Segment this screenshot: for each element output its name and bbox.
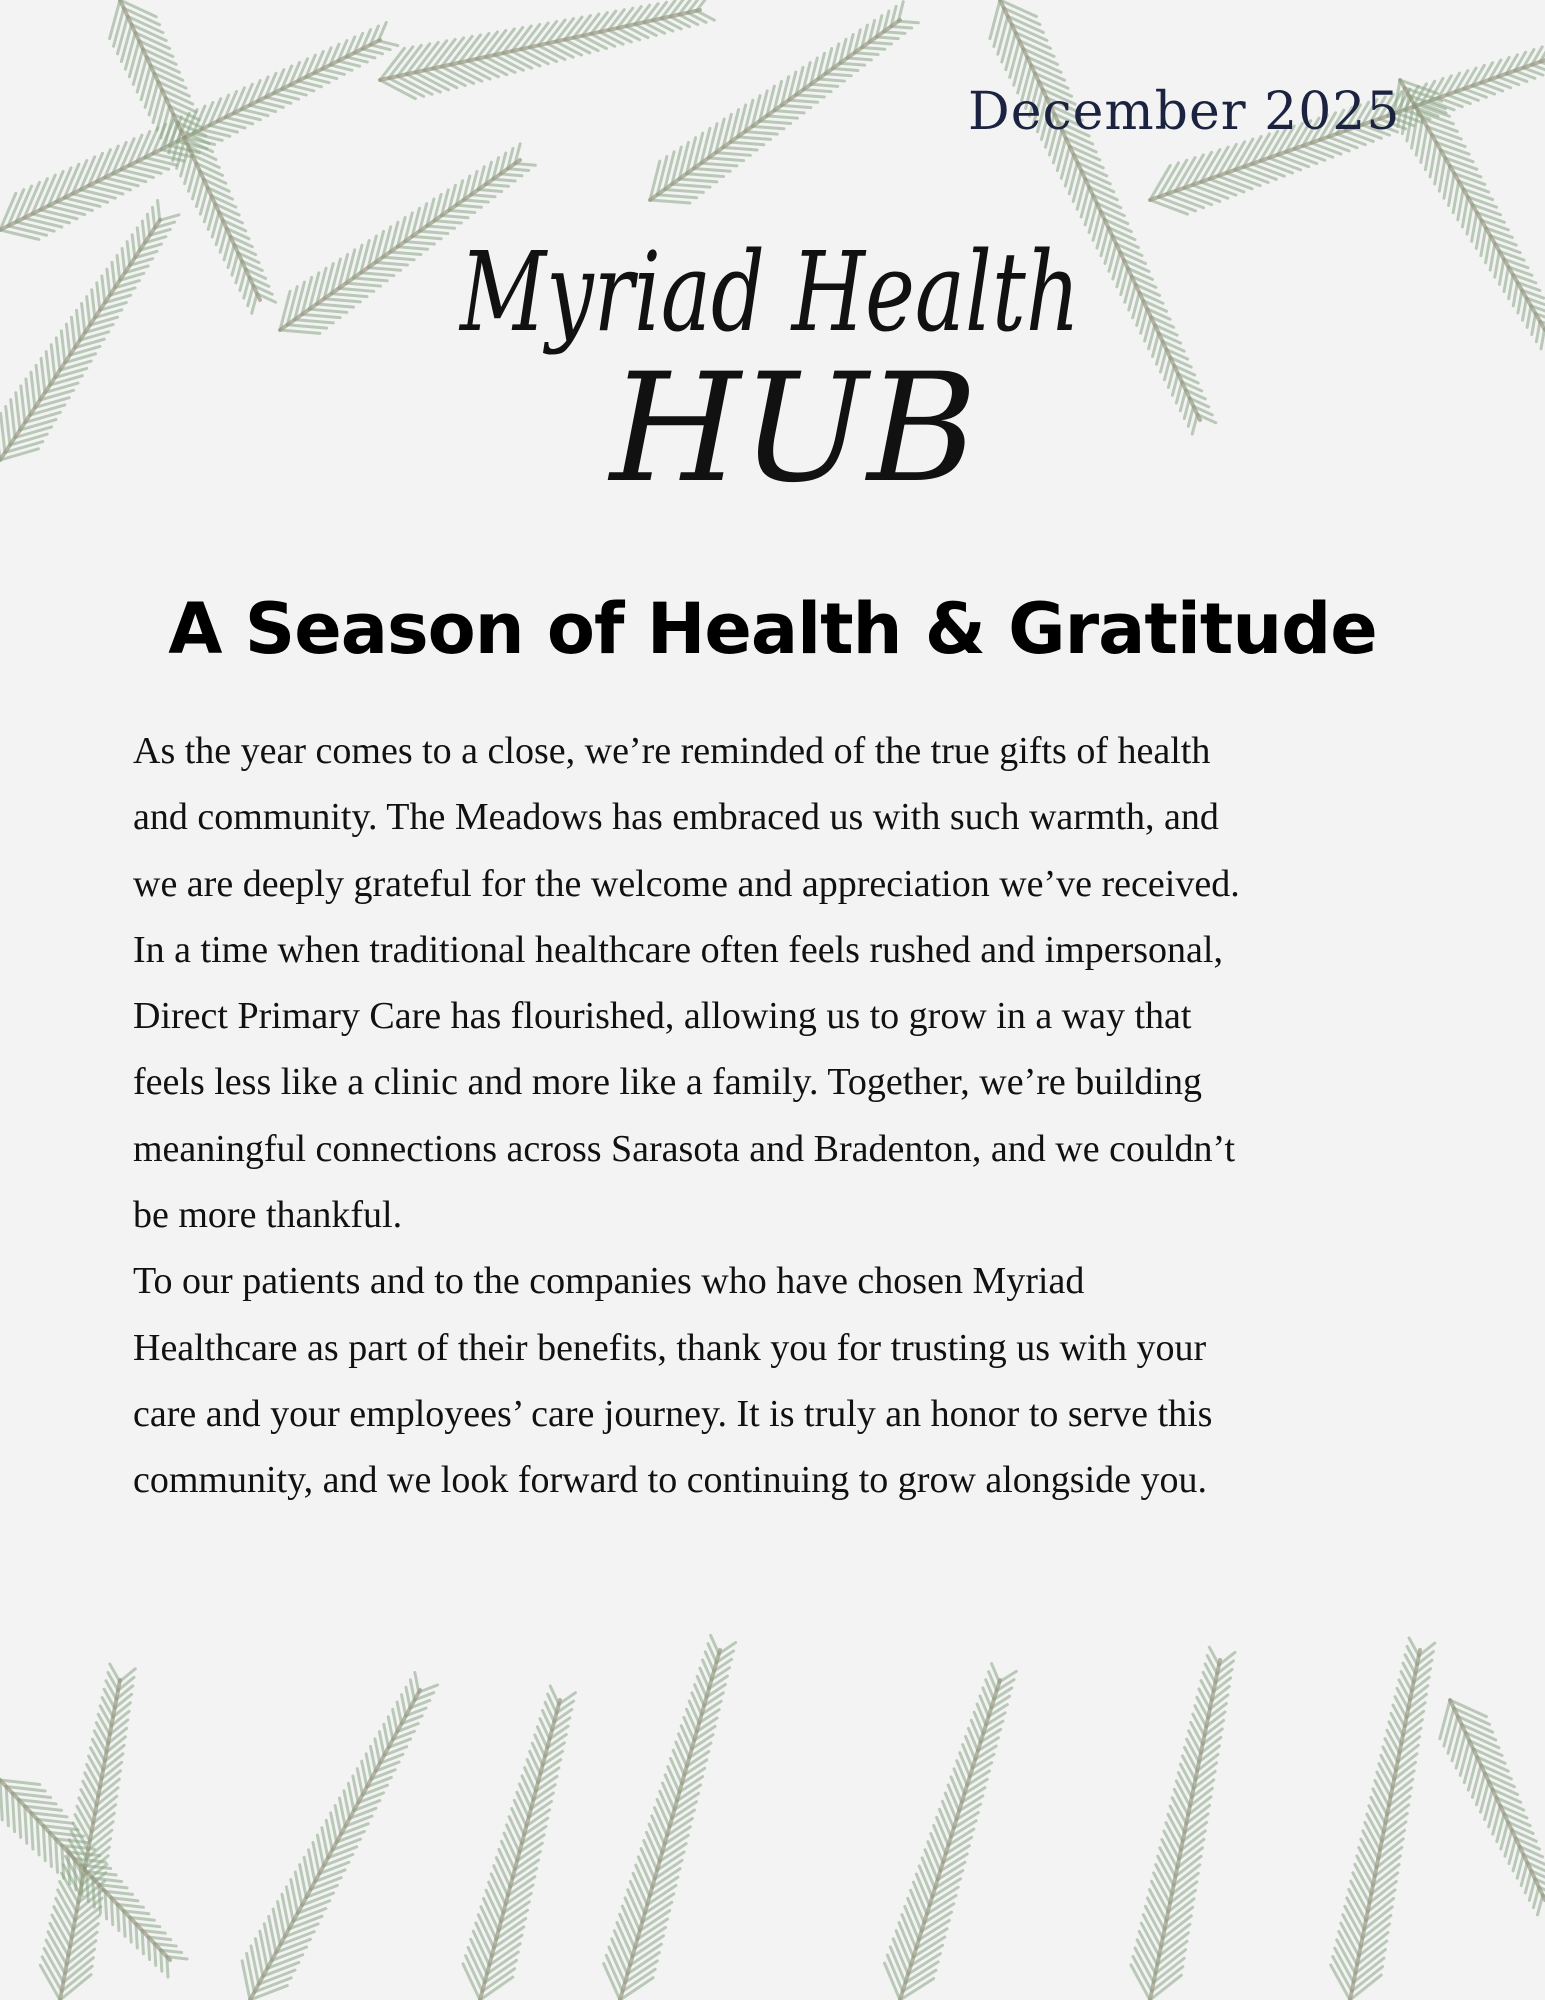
body-line: care and your employees’ care journey. It is truly an honor to serve this — [133, 1392, 1213, 1435]
logo-line1: Myriad Health — [458, 228, 1080, 356]
body-line: In a time when traditional healthcare often feels rushed and impersonal, — [133, 928, 1223, 971]
body-line: meaningful connections across Sarasota and Bradenton, and we couldn’t — [133, 1127, 1236, 1170]
body-line: we are deeply grateful for the welcome and appreciation we’ve received. — [133, 862, 1240, 905]
body-line: and community. The Meadows has embraced us with such warmth, and — [133, 796, 1219, 839]
letter-body — [133, 718, 1463, 1514]
body-line: Direct Primary Care has flourished, allowing us to grow in a way that — [133, 995, 1192, 1038]
myriad-health-hub-logo — [450, 210, 1090, 516]
body-line: As the year comes to a close, we’re reminded of the true gifts of health — [133, 730, 1211, 772]
body-line: feels less like a clinic and more like a family. Together, we’re building — [133, 1061, 1202, 1104]
page-title: A Season of Health & Gratitude — [168, 588, 1377, 670]
issue-date: December 2025 — [968, 82, 1401, 142]
body-line: To our patients and to the companies who have chosen Myriad — [133, 1260, 1085, 1303]
body-line: Healthcare as part of their benefits, thank you for trusting us with your — [133, 1326, 1207, 1369]
logo-line2: HUB — [610, 342, 978, 516]
body-line: community, and we look forward to continuing to grow alongside you. — [133, 1459, 1208, 1502]
body-line: be more thankful. — [133, 1194, 403, 1237]
